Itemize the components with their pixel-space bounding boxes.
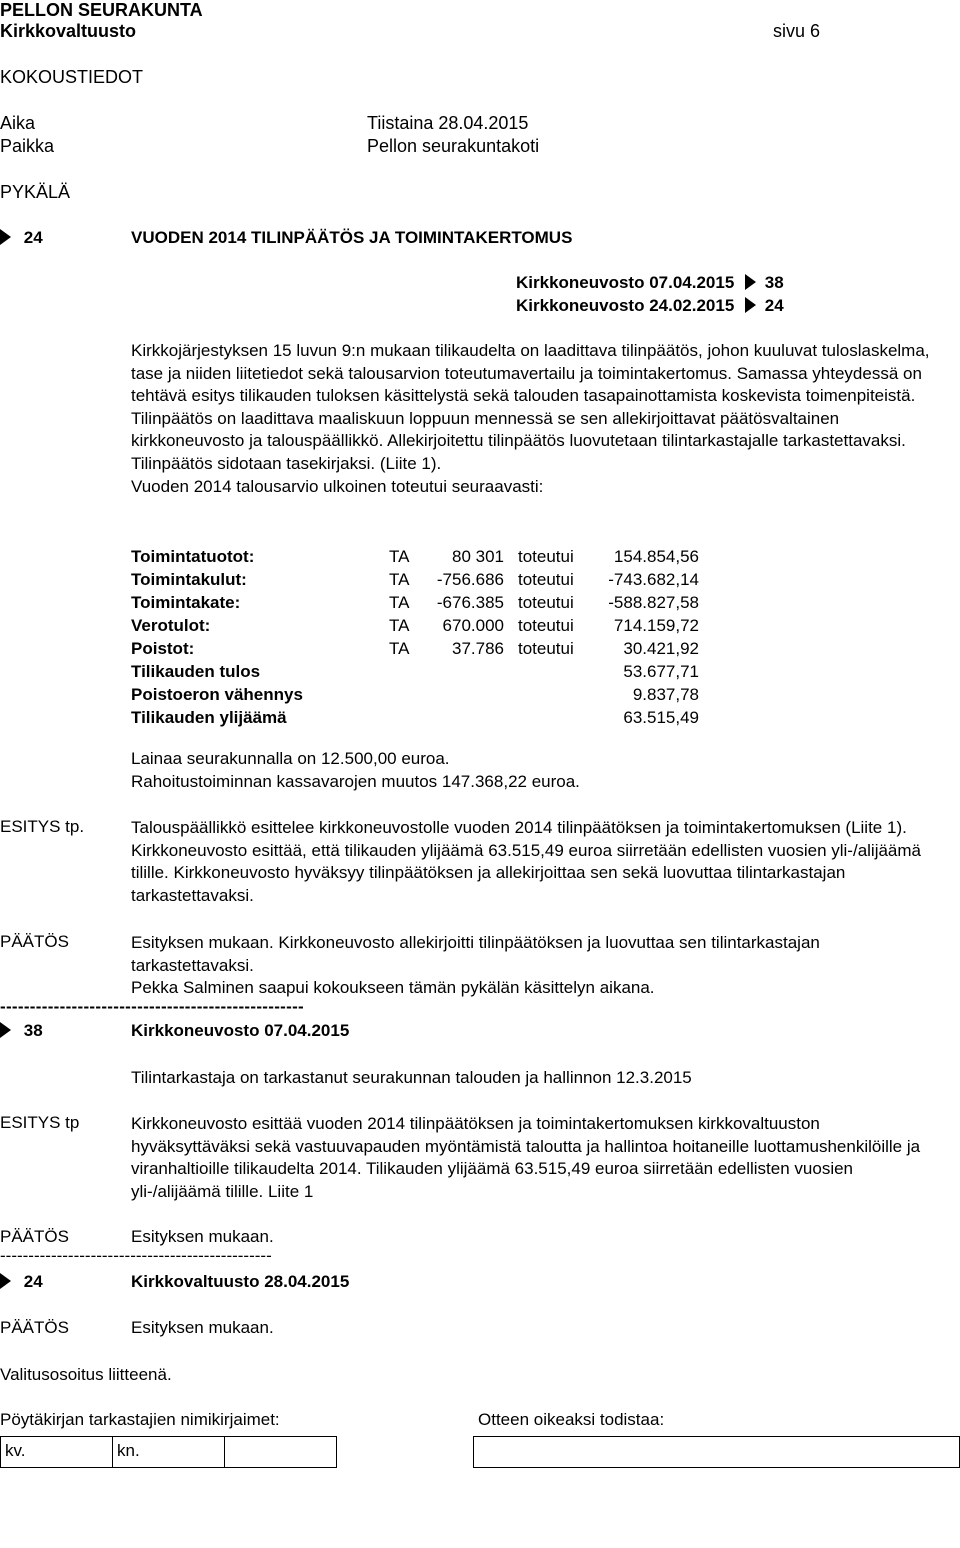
page-number: sivu 6: [773, 21, 821, 41]
actual-value: -743.682,14: [608, 570, 699, 589]
toteutui-label: toteutui: [518, 593, 574, 612]
ta-label: TA: [389, 570, 410, 589]
bullet-icon: [0, 229, 11, 245]
section-24-heading: [0, 1272, 43, 1292]
ta-label: TA: [389, 616, 410, 635]
item-heading: [0, 228, 43, 248]
ta-value: 80 301: [452, 547, 504, 566]
section-38-heading: [0, 1021, 43, 1041]
ta-label: TA: [389, 593, 410, 612]
time-value: Tiistaina 28.04.2015: [367, 113, 529, 133]
separator: ------------------------------------------------: [0, 1246, 272, 1265]
body-paragraph: Vuoden 2014 talousarvio ulkoinen toteutui seuraavasti:: [131, 476, 544, 496]
ref-kn-24-02: [516, 296, 784, 316]
paatos-paragraph: Pekka Salminen saapui kokoukseen tämän pykälän käsittelyn aikana.: [131, 978, 655, 998]
section-number: 24: [23, 1272, 43, 1291]
financial-label: Verotulot:: [131, 616, 211, 635]
pykala-label: PYKÄLÄ: [0, 182, 71, 202]
section-heading: KOKOUSTIEDOT: [0, 67, 144, 87]
section-number: 38: [23, 1021, 43, 1040]
ref-number: 38: [764, 273, 784, 292]
paatos-text: Esityksen mukaan.: [131, 1318, 274, 1337]
section-38-intro: Tilintarkastaja on tarkastanut seurakunnan talouden ja hallinnon 12.3.2015: [131, 1068, 692, 1087]
ref-title: Kirkkoneuvosto 07.04.2015: [516, 273, 735, 292]
box-label: kv.: [5, 1441, 26, 1460]
ta-value: -756.686: [436, 570, 504, 589]
esitys-label: ESITYS tp.: [0, 817, 85, 836]
initials-box-kv[interactable]: [0, 1436, 113, 1468]
place-value: Pellon seurakuntakoti: [367, 136, 540, 156]
actual-value: 53.677,71: [623, 662, 699, 681]
signatures-label: Pöytäkirjan tarkastajien nimikirjaimet:: [0, 1410, 280, 1429]
financial-label: Tilikauden tulos: [131, 662, 261, 681]
financial-label: Tilikauden ylijäämä: [131, 708, 287, 727]
paatos-text: [131, 932, 936, 1000]
box-label: kn.: [117, 1441, 140, 1460]
toteutui-label: toteutui: [518, 570, 574, 589]
actual-value: 9.837,78: [632, 685, 699, 704]
toteutui-label: toteutui: [518, 616, 574, 635]
ta-value: -676.385: [436, 593, 504, 612]
financial-label: Toimintakate:: [131, 593, 241, 612]
certified-label: Otteen oikeaksi todistaa:: [478, 1410, 665, 1429]
bullet-icon: [745, 274, 756, 290]
actual-value: 714.159,72: [613, 616, 699, 635]
paatos-label: PÄÄTÖS: [0, 1318, 69, 1337]
ta-label: TA: [389, 639, 410, 658]
body-paragraph: Kirkkojärjestyksen 15 luvun 9:n mukaan tilikaudelta on laadittava tilinpäätös, johon kuuluvat tuloslaskelma, tase ja niiden liitetiedot sekä talousarvion toteutumavertailu ja toimintakertomus. Samassa yhteydessä on tehtävä esitys tilikauden tuloksen käsittelystä sekä talouden tasapainottamista koskevista toimenpiteistä. Tilinpäätös on laadittava maaliskuun loppuun mennessä se sen allekirjoittavat päätösvaltainen kirkkoneuvosto ja talouspäällikkö. Allekirjoitettu tilinpäätös luovutetaan tilintarkastajalle tarkastettavaksi. Tilinpäätös sidotaan tasekirjaksi. (Liite 1).: [131, 341, 930, 473]
item-number: 24: [23, 228, 43, 247]
ref-kn-07-04: [516, 273, 784, 293]
ta-label: TA: [389, 547, 410, 566]
ta-value: 670.000: [442, 616, 504, 635]
note-cashflow: Rahoitustoiminnan kassavarojen muutos 147.368,22 euroa.: [131, 772, 580, 791]
financial-label: Poistot:: [131, 639, 195, 658]
section-38-title: Kirkkoneuvosto 07.04.2015: [131, 1021, 350, 1040]
actual-value: 30.421,92: [623, 639, 699, 658]
bullet-icon: [0, 1273, 11, 1289]
paatos-paragraph: Esityksen mukaan. Kirkkoneuvosto allekirjoitti tilinpäätöksen ja luovuttaa sen tilintarkastajan tarkastettavaksi.: [131, 933, 820, 975]
body-text: [131, 340, 936, 498]
actual-value: 154.854,56: [613, 547, 699, 566]
section-24-title: Kirkkovaltuusto 28.04.2015: [131, 1272, 350, 1291]
org-name: PELLON SEURAKUNTA: [0, 0, 203, 20]
certification-box[interactable]: [473, 1436, 960, 1468]
ta-value: 37.786: [452, 639, 504, 658]
body-name: Kirkkovaltuusto: [0, 21, 137, 41]
actual-value: -588.827,58: [608, 593, 699, 612]
financial-label: Poistoeron vähennys: [131, 685, 303, 704]
initials-box-empty[interactable]: [224, 1436, 337, 1468]
paatos-text: Esityksen mukaan.: [131, 1227, 274, 1246]
esitys-text: Talouspäällikkö esittelee kirkkoneuvostolle vuoden 2014 tilinpäätöksen ja toimintakertomuksen (Liite 1). Kirkkoneuvosto esittää, että tilikauden ylijäämä 63.515,49 euroa siirretään edellisten vuosien yli-/alijäämä tilille. Kirkkoneuvosto hyväksyy tilinpäätöksen ja allekirjoittaa sen sekä luovuttaa tilintarkastajan tarkastettavaksi.: [131, 818, 922, 905]
esitys-text: Kirkkoneuvosto esittää vuoden 2014 tilinpäätöksen ja toimintakertomuksen kirkkovaltuuston hyväksyttäväksi sekä vastuuvapauden myöntämistä taloutta ja hallintoa hoitaneille luottamushenkilöille ja viranhaltioille tilikaudelta 2014. Tilikauden ylijäämä 63.515,49 euroa siirretään edellisten vuosien yli-/alijäämä tilille. Liite 1: [131, 1114, 921, 1201]
toteutui-label: toteutui: [518, 639, 574, 658]
item-title: VUODEN 2014 TILINPÄÄTÖS JA TOIMINTAKERTOMUS: [131, 228, 573, 247]
initials-box-kn[interactable]: [112, 1436, 225, 1468]
bullet-icon: [0, 1022, 11, 1038]
place-label: Paikka: [0, 136, 55, 156]
paatos-label: PÄÄTÖS: [0, 1227, 69, 1246]
note-loan: Lainaa seurakunnalla on 12.500,00 euroa.: [131, 749, 450, 768]
time-label: Aika: [0, 113, 36, 133]
separator: ---------------------------------------------------: [0, 997, 305, 1016]
bullet-icon: [745, 297, 756, 313]
actual-value: 63.515,49: [623, 708, 699, 727]
appeal-note: Valitusosoitus liitteenä.: [0, 1365, 172, 1384]
paatos-label: PÄÄTÖS: [0, 932, 69, 951]
initials-boxes: [0, 1436, 960, 1468]
esitys-label: ESITYS tp: [0, 1113, 80, 1132]
ref-title: Kirkkoneuvosto 24.02.2015: [516, 296, 735, 315]
financial-label: Toimintatuotot:: [131, 547, 255, 566]
toteutui-label: toteutui: [518, 547, 574, 566]
ref-number: 24: [764, 296, 784, 315]
financial-label: Toimintakulut:: [131, 570, 247, 589]
